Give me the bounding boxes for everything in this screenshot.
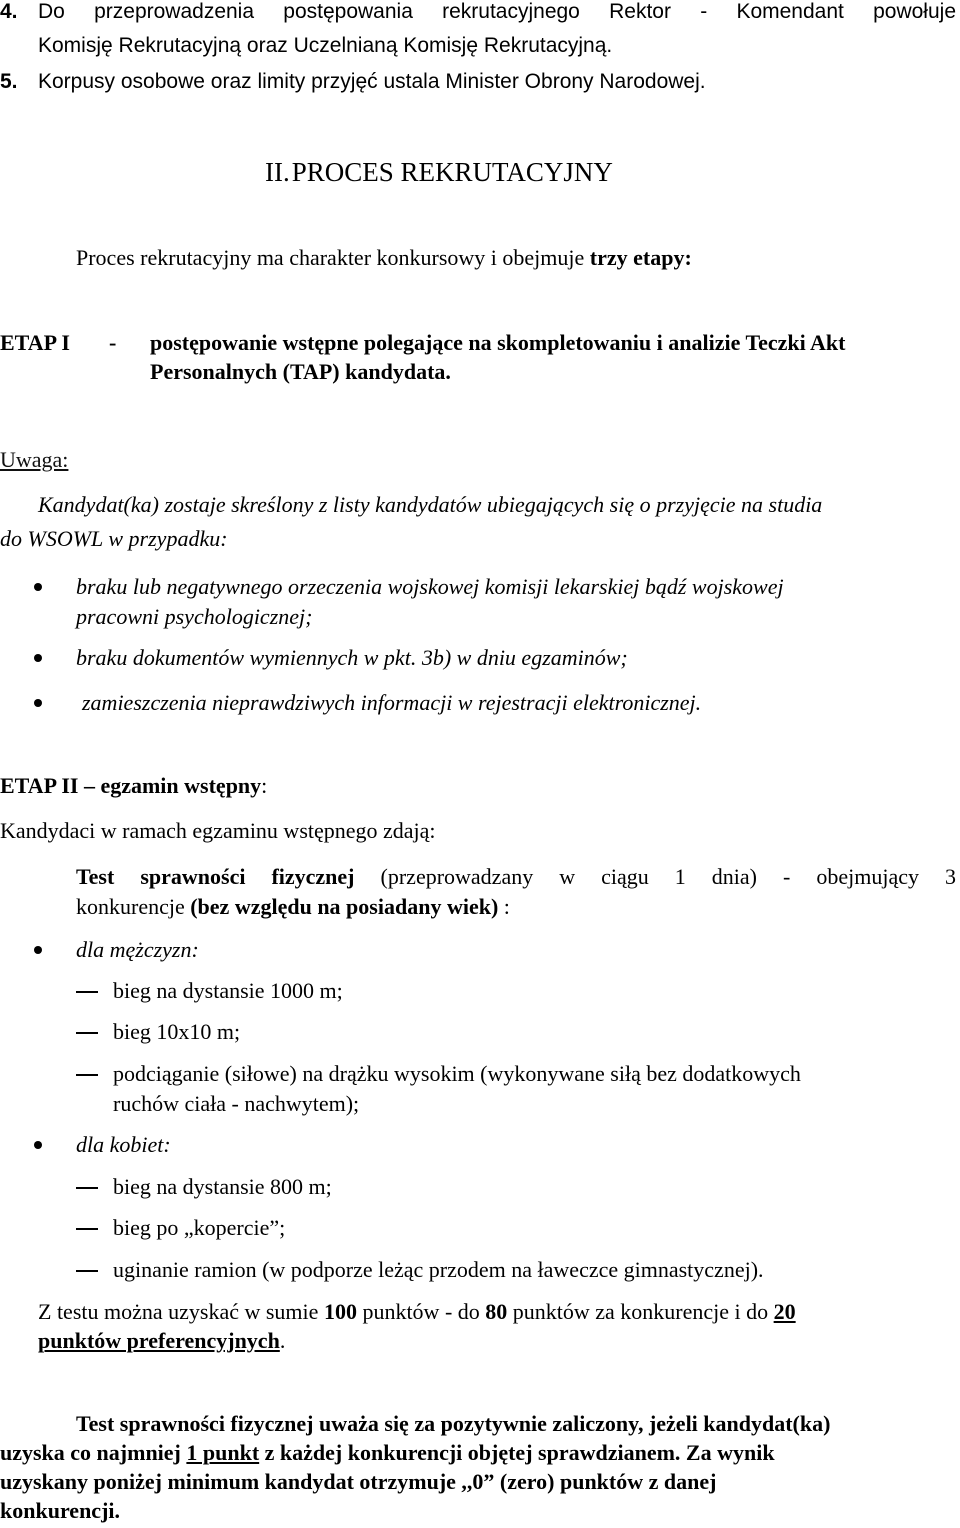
section-title: PROCES REKRUTACYJNY [291, 157, 613, 187]
points-competition: 80 [485, 1299, 508, 1324]
women-item-3: uginanie ramion (w podporze leżąc przodem na ławeczce gimnastycznej). [113, 1257, 764, 1282]
etap-1-line-1: postępowanie wstępne polegające na skompletowaniu i analizie Teczki Akt [150, 330, 846, 355]
uwaga-line-2: do WSOWL w przypadku: [0, 526, 228, 551]
item-4-line-1: Do przeprowadzenia postępowania rekrutacyjnego Rektor - Komendant powołuje [38, 0, 956, 23]
points-total: 100 [323, 1299, 357, 1324]
etap-2-heading [0, 771, 267, 801]
test-description: (przeprowadzany w ciągu 1 dnia) - obejmujący 3 [354, 864, 956, 889]
etap-1-dash: - [109, 330, 117, 355]
section-intro-bold: trzy etapy: [589, 245, 692, 270]
men-item-2: bieg 10x10 m; [113, 1019, 241, 1044]
men-label: dla mężczyzn: [76, 937, 199, 962]
item-4-line-2: Komisję Rekrutacyjną oraz Uczelnianą Komisję Rekrutacyjną. [38, 34, 613, 57]
points-line-1 [38, 1297, 796, 1327]
section-intro-text: Proces rekrutacyjny ma charakter konkursowy i obejmuje [76, 245, 590, 270]
final-line-2 [0, 1438, 775, 1468]
item-4-number: 4. [0, 0, 18, 23]
final-line-2-underlined: 1 punkt [186, 1440, 260, 1465]
bullet-icon [34, 654, 42, 662]
dash-icon [76, 1032, 98, 1034]
test-title: Test sprawności fizycznej [76, 864, 355, 889]
points-line-2 [38, 1326, 285, 1356]
item-5-number: 5. [0, 70, 18, 93]
bullet-icon [34, 583, 42, 591]
women-item-2: bieg po „kopercie”; [113, 1215, 286, 1240]
final-line-2-pre: uzyska co najmniej [0, 1440, 187, 1465]
points-text-c: punktów za konkurencje i do [507, 1299, 774, 1324]
points-dot: . [279, 1328, 286, 1353]
bullet-icon [34, 946, 42, 954]
points-preferential: 20 [773, 1299, 796, 1324]
etap-1-label: ETAP I [0, 330, 70, 355]
section-numeral: II. [265, 157, 290, 187]
men-item-3-line-1: podciąganie (siłowe) na drążku wysokim (wykonywane siłą bez dodatkowych [113, 1061, 801, 1086]
uwaga-bullet-1-line-1: braku lub negatywnego orzeczenia wojskowej komisji lekarskiej bądź wojskowej [76, 574, 784, 599]
test-line-2-bold: (bez względu na posiadany wiek) [190, 894, 499, 919]
item-4-text [38, 0, 956, 27]
bullet-icon [34, 699, 42, 707]
men-item-1: bieg na dystansie 1000 m; [113, 978, 343, 1003]
uwaga-label [0, 445, 68, 475]
test-line-2-post: : [498, 894, 510, 919]
dash-icon [76, 991, 98, 993]
final-line-2-post: z każdej konkurencji objętej sprawdzianem. Za wynik [259, 1440, 775, 1465]
etap-2-colon: : [261, 773, 268, 798]
dash-icon [76, 1187, 98, 1189]
final-line-1: Test sprawności fizycznej uważa się za pozytywnie zaliczony, jeżeli kandydat(ka) [76, 1411, 831, 1436]
women-item-1: bieg na dystansie 800 m; [113, 1174, 332, 1199]
men-item-3-line-2: ruchów ciała - nachwytem); [113, 1091, 360, 1116]
uwaga-label-text: Uwaga: [0, 447, 69, 472]
points-text-b: punktów - do [356, 1299, 486, 1324]
section-intro [76, 243, 692, 273]
uwaga-line-1: Kandydat(ka) zostaje skreślony z listy kandydatów ubiegających się o przyjęcie na studia [38, 492, 823, 517]
dash-icon [76, 1228, 98, 1230]
bullet-icon [34, 1141, 42, 1149]
test-line-1 [76, 862, 956, 892]
women-label: dla kobiet: [76, 1132, 171, 1157]
uwaga-bullet-2: braku dokumentów wymiennych w pkt. 3b) w dniu egzaminów; [76, 645, 628, 670]
etap-2-label: ETAP II – egzamin wstępny [0, 773, 262, 798]
uwaga-bullet-1-line-2: pracowni psychologicznej; [76, 604, 313, 629]
test-line-2-pre: konkurencje [76, 894, 191, 919]
dash-icon [76, 1270, 98, 1272]
dash-icon [76, 1074, 98, 1076]
uwaga-bullet-3: zamieszczenia nieprawdziwych informacji w rejestracji elektronicznej. [82, 690, 702, 715]
points-text-a: Z testu można uzyskać w sumie [38, 1299, 324, 1324]
etap-2-intro: Kandydaci w ramach egzaminu wstępnego zdają: [0, 818, 436, 843]
etap-1-line-2: Personalnych (TAP) kandydata. [150, 359, 451, 384]
test-line-2 [76, 892, 510, 922]
final-line-3: uzyskany poniżej minimum kandydat otrzymuje ,,0” (zero) punktów z danej [0, 1469, 717, 1494]
item-5-text: Korpusy osobowe oraz limity przyjęć ustala Minister Obrony Narodowej. [38, 70, 706, 93]
points-preferential-label: punktów preferencyjnych [38, 1328, 280, 1353]
final-line-4: konkurencji. [0, 1498, 121, 1523]
section-heading [265, 157, 613, 187]
